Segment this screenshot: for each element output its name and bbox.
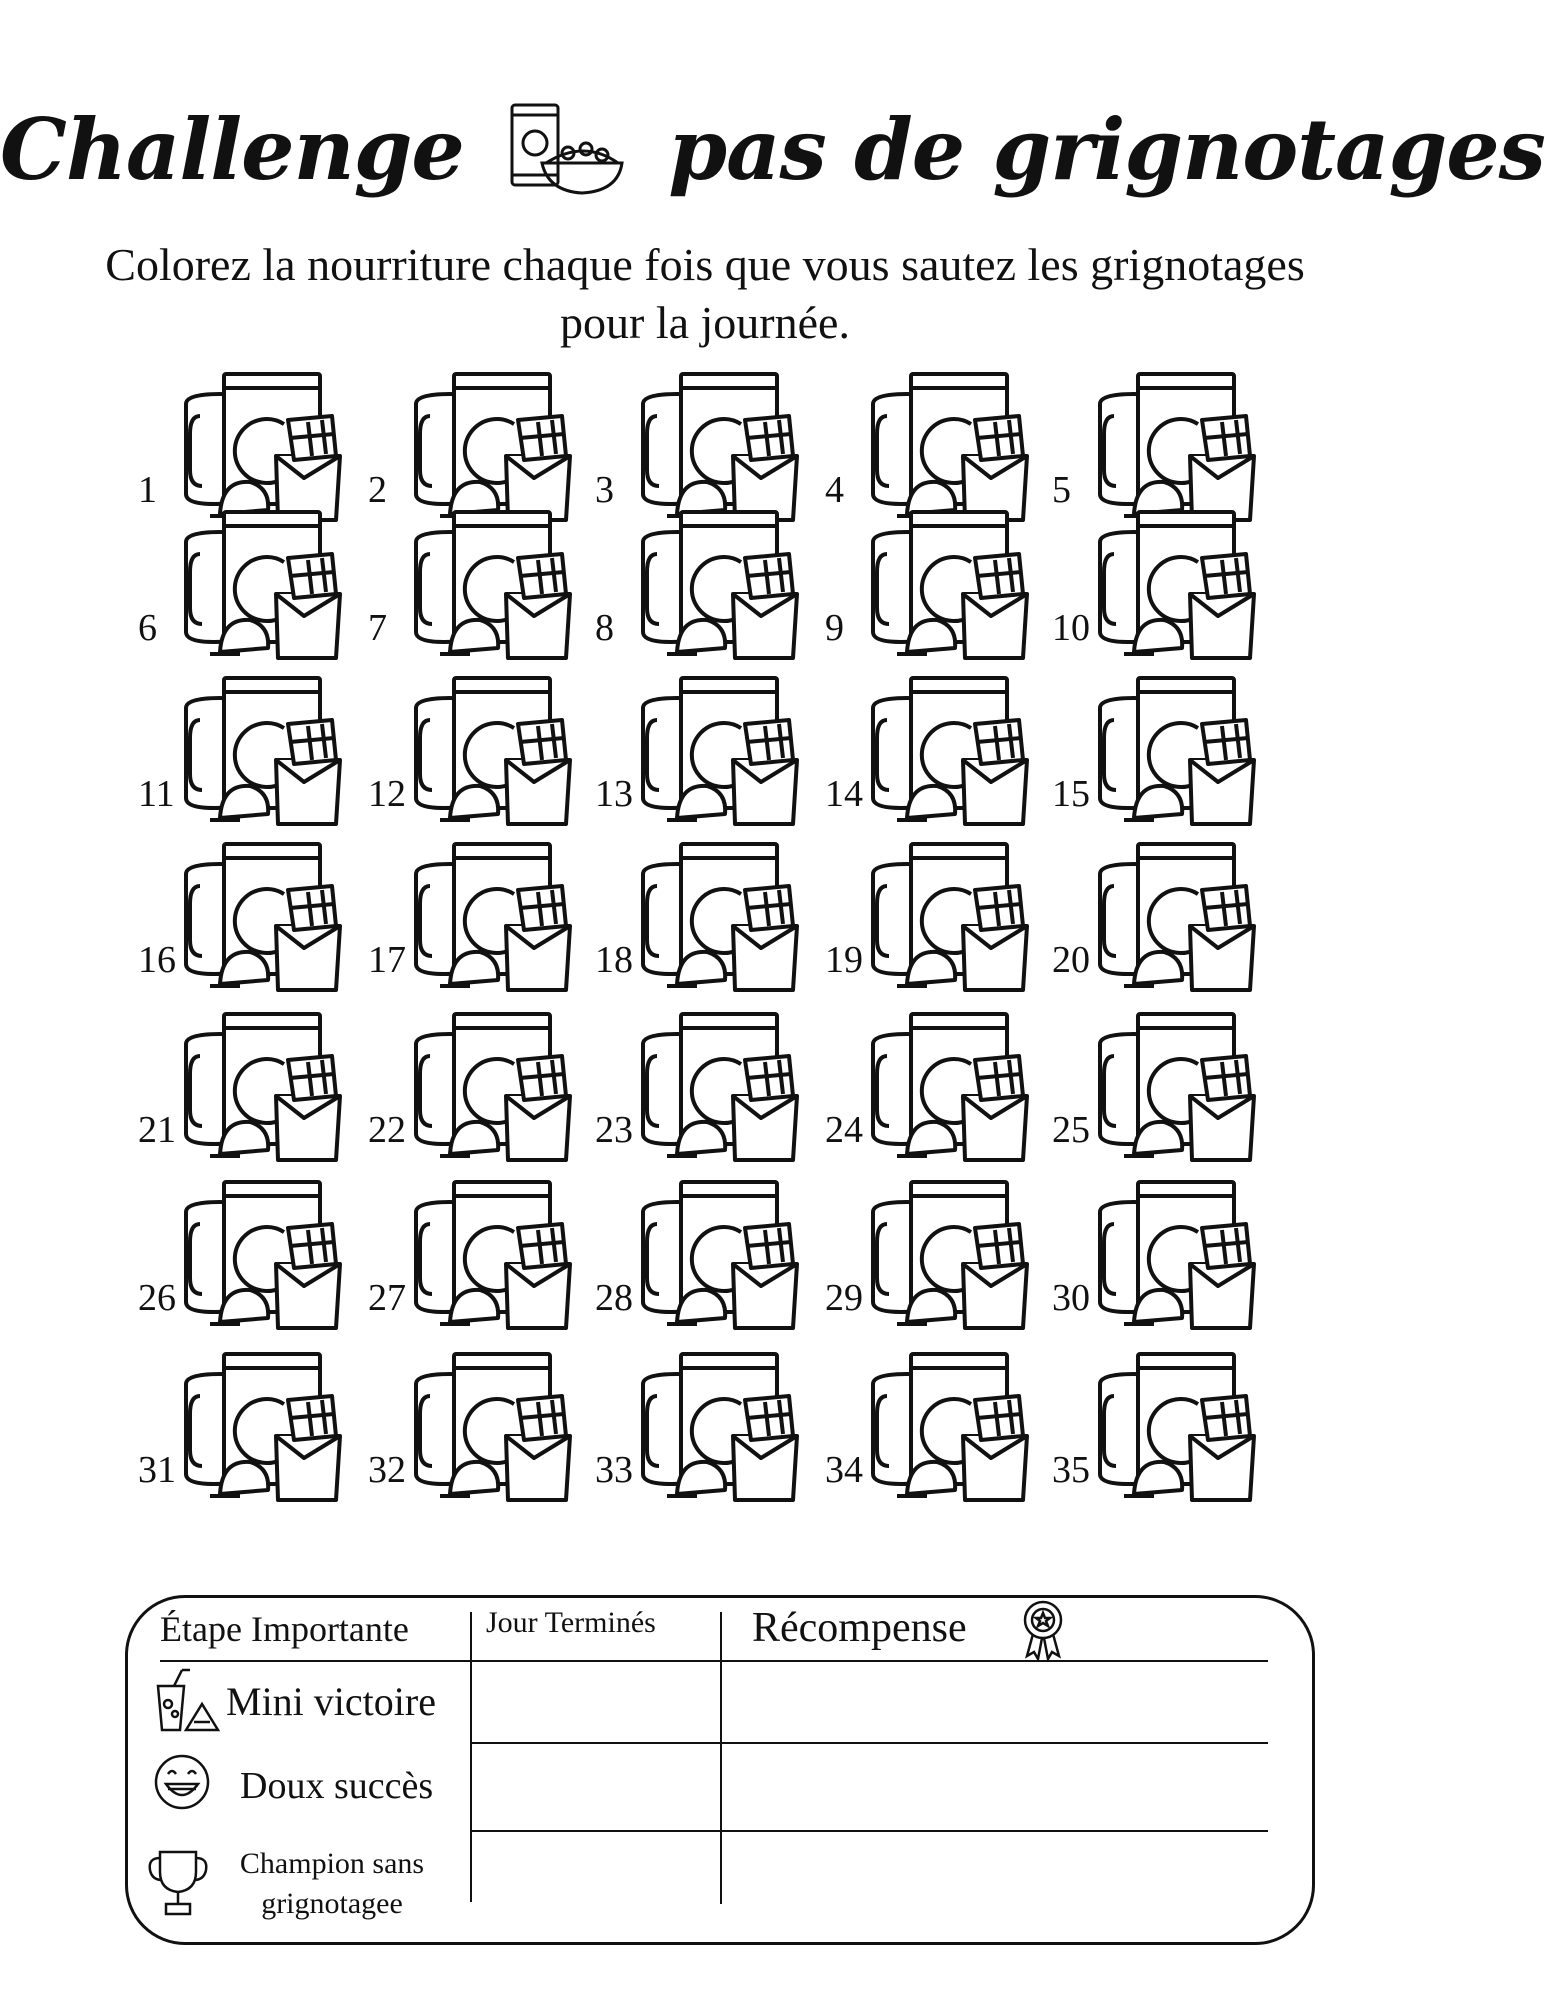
day-cell <box>1052 674 1272 824</box>
day-number: 33 <box>595 1449 633 1491</box>
day-cell <box>138 1010 358 1160</box>
day-cell <box>595 1178 815 1328</box>
row-rule-1 <box>470 1742 1268 1744</box>
day-number: 8 <box>595 607 614 649</box>
snack-bundle-icon <box>1094 1178 1264 1328</box>
day-cell <box>595 508 815 658</box>
day-number: 19 <box>825 939 863 981</box>
snack-bundle-icon <box>637 674 807 824</box>
snack-bundle-icon <box>1094 508 1264 658</box>
column-divider-2 <box>720 1612 722 1904</box>
snack-bundle-icon <box>867 508 1037 658</box>
snack-bundle-icon <box>867 674 1037 824</box>
row-rule-2 <box>470 1830 1268 1832</box>
day-cell <box>825 370 1045 520</box>
snack-bundle-icon <box>410 508 580 658</box>
snack-bundle-icon <box>637 1178 807 1328</box>
snack-bundle-icon <box>637 840 807 990</box>
day-cell <box>138 1178 358 1328</box>
milestone-label-2: Doux succès <box>240 1765 434 1807</box>
snack-bundle-icon <box>867 1350 1037 1500</box>
day-number: 35 <box>1052 1449 1090 1491</box>
snack-bundle-icon <box>180 1010 350 1160</box>
snack-bundle-icon <box>1094 1350 1264 1500</box>
day-cell <box>368 370 588 520</box>
title-part-1: Challenge <box>0 99 464 199</box>
grinning-face-icon <box>152 1752 212 1817</box>
day-number: 21 <box>138 1109 176 1151</box>
day-cell <box>1052 1010 1272 1160</box>
snack-bundle-icon <box>637 370 807 520</box>
header-reward: Récompense <box>752 1605 967 1651</box>
snack-bundle-icon <box>637 1010 807 1160</box>
title-part-2: pas de grignotages <box>668 99 1545 199</box>
day-number: 23 <box>595 1109 633 1151</box>
day-number: 16 <box>138 939 176 981</box>
snack-bundle-icon <box>410 1010 580 1160</box>
day-number: 22 <box>368 1109 406 1151</box>
header-days-completed: Jour Terminés <box>486 1606 656 1639</box>
snack-bundle-icon <box>867 370 1037 520</box>
day-cell <box>825 1350 1045 1500</box>
day-cell <box>825 674 1045 824</box>
day-cell <box>825 1178 1045 1328</box>
day-cell <box>138 508 358 658</box>
milestone-label-1: Mini victoire <box>226 1679 436 1724</box>
day-cell <box>138 370 358 520</box>
day-number: 1 <box>138 469 157 511</box>
snack-bundle-icon <box>410 1178 580 1328</box>
day-number: 5 <box>1052 469 1071 511</box>
day-number: 24 <box>825 1109 863 1151</box>
snack-bundle-icon <box>1094 674 1264 824</box>
day-number: 7 <box>368 607 387 649</box>
day-number: 15 <box>1052 773 1090 815</box>
trophy-icon <box>146 1846 210 1925</box>
day-number: 20 <box>1052 939 1090 981</box>
snack-bundle-icon <box>1094 1010 1264 1160</box>
day-cell <box>368 508 588 658</box>
snack-bundle-icon <box>1094 840 1264 990</box>
day-cell <box>595 840 815 990</box>
day-cell <box>368 1350 588 1500</box>
day-cell <box>138 840 358 990</box>
day-cell <box>368 1010 588 1160</box>
snack-bundle-icon <box>1094 370 1264 520</box>
award-ribbon-icon <box>1018 1598 1068 1667</box>
day-number: 4 <box>825 469 844 511</box>
day-cell <box>1052 840 1272 990</box>
day-number: 3 <box>595 469 614 511</box>
snack-bundle-icon <box>180 1178 350 1328</box>
day-number: 29 <box>825 1277 863 1319</box>
day-number: 30 <box>1052 1277 1090 1319</box>
day-number: 32 <box>368 1449 406 1491</box>
day-cell <box>825 508 1045 658</box>
day-cell <box>825 840 1045 990</box>
day-number: 10 <box>1052 607 1090 649</box>
day-number: 2 <box>368 469 387 511</box>
column-divider-1 <box>470 1612 472 1902</box>
day-number: 13 <box>595 773 633 815</box>
snack-bundle-icon <box>637 508 807 658</box>
snack-bundle-icon <box>867 1010 1037 1160</box>
day-number: 34 <box>825 1449 863 1491</box>
snack-bundle-icon <box>180 1350 350 1500</box>
day-cell <box>595 674 815 824</box>
header-milestone: Étape Importante <box>160 1609 409 1649</box>
day-number: 28 <box>595 1277 633 1319</box>
snack-bundle-icon <box>637 1350 807 1500</box>
day-cell <box>368 674 588 824</box>
day-cell <box>138 674 358 824</box>
day-cell <box>595 370 815 520</box>
day-cell <box>1052 1350 1272 1500</box>
day-cell <box>368 840 588 990</box>
snack-bundle-icon <box>180 370 350 520</box>
snack-bundle-icon <box>867 840 1037 990</box>
instructions-text: Colorez la nourriture chaque fois que vous sautez les grignotages pour la journée. <box>105 239 1305 348</box>
day-cell <box>368 1178 588 1328</box>
day-number: 25 <box>1052 1109 1090 1151</box>
snack-bundle-icon <box>180 840 350 990</box>
day-cell <box>138 1350 358 1500</box>
snack-bundle-icon <box>180 674 350 824</box>
day-number: 6 <box>138 607 157 649</box>
day-number: 26 <box>138 1277 176 1319</box>
day-number: 31 <box>138 1449 176 1491</box>
day-number: 14 <box>825 773 863 815</box>
drink-and-snack-icon <box>152 1668 222 1739</box>
day-cell <box>1052 370 1272 520</box>
day-number: 18 <box>595 939 633 981</box>
day-number: 27 <box>368 1277 406 1319</box>
snack-bundle-icon <box>410 370 580 520</box>
day-number: 9 <box>825 607 844 649</box>
day-number: 11 <box>138 773 175 815</box>
day-cell <box>1052 1178 1272 1328</box>
day-cell <box>595 1350 815 1500</box>
header-rule <box>160 1660 1268 1662</box>
day-cell <box>595 1010 815 1160</box>
milestone-label-3: Champion sans grignotagee <box>239 1847 425 1920</box>
day-cell <box>1052 508 1272 658</box>
snack-bundle-icon <box>410 1350 580 1500</box>
day-cell <box>825 1010 1045 1160</box>
day-number: 17 <box>368 939 406 981</box>
snack-bundle-icon <box>180 508 350 658</box>
snack-bundle-icon <box>867 1178 1037 1328</box>
day-number: 12 <box>368 773 406 815</box>
snack-bundle-icon <box>410 674 580 824</box>
snack-bundle-icon <box>410 840 580 990</box>
